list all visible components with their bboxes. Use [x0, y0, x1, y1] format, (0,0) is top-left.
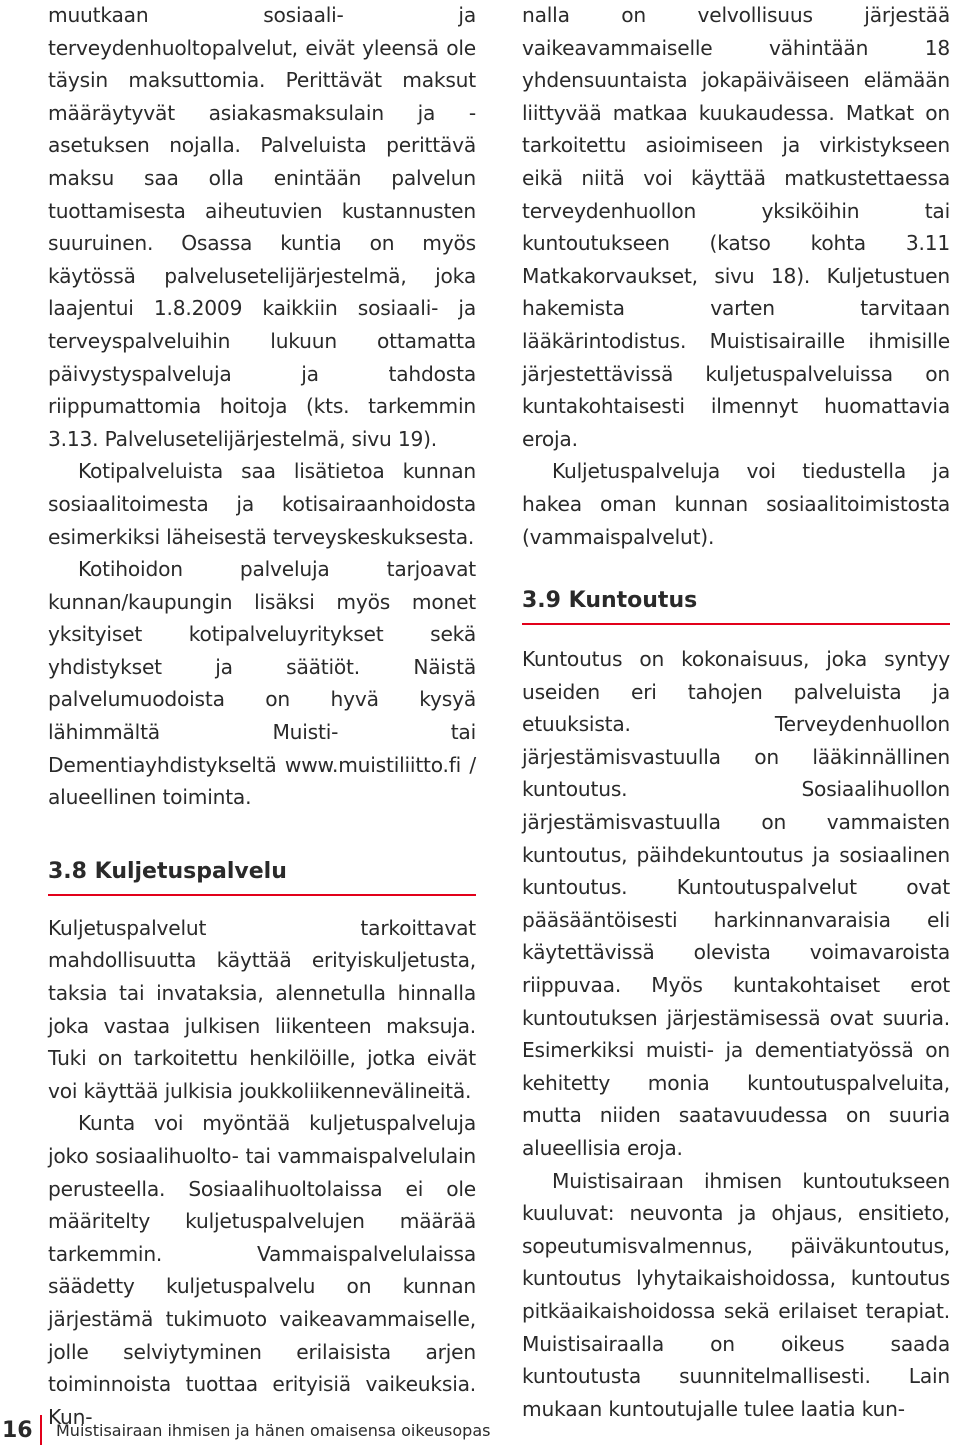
left-column	[48, 0, 476, 1433]
paragraph-home-services-info: Kotipalveluista saa lisätietoa kunnan sosiaalitoimesta ja kotisairaanhoidosta esimerkiksi läheisestä terveyskeskuksesta.	[48, 459, 476, 549]
paragraph-transport-obligation: nalla on velvollisuus järjestää vaikeavammaiselle vähintään 18 yhdensuuntaista jokapäiväiseen elämään liittyvää matkaa kuukaudessa. Matkat on tarkoitettu asioimiseen ja virkistykseen eikä niitä voi käyttää matkustettaessa terveydenhuollon yksiköihin tai kuntoutukseen (katso kohta 3.11 Matkakorvaukset, sivu 18). Kuljetustuen hakemista varten tarvitaan lääkärintodistus. Muistisairaille ihmisille järjestettävissä kuljetuspalveluissa on kuntakohtaisesti ilmennyt huomattavia eroja.	[522, 3, 950, 451]
section-heading-3-8	[48, 858, 476, 886]
paragraph-transport-law: Kunta voi myöntää kuljetuspalveluja joko sosiaalihuolto- tai vammaispalvelulain perusteella. Sosiaalihuoltolaissa ei ole määritelty kuljetuspalvelujen määrää tarkemmin. Vammaispalvelulaissa säädetty kuljetuspalvelu on kunnan järjestämä tukimuoto vaikeavammaiselle, jolle selviytyminen erilaisista arjen toiminnoista tuottaa erityisiä vaikeuksia. Kun-	[48, 1111, 476, 1429]
section-number: 3.9	[522, 588, 561, 614]
paragraph-rehabilitation-overview: Kuntoutus on kokonaisuus, joka syntyy useiden eri tahojen palveluista ja etuuksista. Terveydenhuollon järjestämisvastuulla on lääkinnällinen kuntoutus. Sosiaalihuollon järjestämisvastuulla on vammaisten kuntoutus, päihdekuntoutus ja sosiaalinen kuntoutus. Kuntoutuspalvelut ovat pääsääntöisesti harkinnanvaraisia eli käytettävissä olevista voimavaroista riippuvaa. Myös kuntakohtaiset erot kuntoutuksen järjestämisessä ovat suuria. Esimerkiksi muisti- ja dementiatyössä on kehitetty monia kuntoutuspalveluita, mutta niiden saatavuudessa on suuria alueellisia eroja.	[522, 647, 950, 1160]
section-title: Kuljetuspalvelu	[94, 858, 287, 884]
section-number: 3.8	[48, 858, 87, 884]
paragraph-home-care-providers: Kotihoidon palveluja tarjoavat kunnan/kaupungin lisäksi myös monet yksityiset kotipalveluyritykset sekä yhdistykset ja säätiöt. Näistä palvelumuodoista on hyvä kysyä lähimmältä Muisti- tai Dementiayhdistykseltä www.muistiliitto.fi / alueellinen toiminta.	[48, 557, 476, 810]
publication-title: Muistisairaan ihmisen ja hänen omaisensa oikeusopas	[56, 1420, 491, 1440]
paragraph-transport-definition: Kuljetuspalvelut tarkoittavat mahdollisuutta käyttää erityiskuljetusta, taksia tai invataksia, alennetulla hinnalla joka vastaa julkisen liikenteen maksuja. Tuki on tarkoitettu henkilöille, jotka eivät voi käyttää julkisia joukkoliikennevälineitä.	[48, 915, 476, 1103]
paragraph-transport-inquiry: Kuljetuspalveluja voi tiedustella ja hakea oman kunnan sosiaalitoimistosta (vammaispalvelut).	[522, 459, 950, 549]
section-heading-3-9	[522, 587, 950, 615]
page-footer	[0, 1412, 490, 1448]
footer-divider	[40, 1415, 42, 1445]
right-column	[522, 0, 950, 1425]
section-title: Kuntoutus	[568, 588, 698, 614]
paragraph-rehabilitation-contents: Muistisairaan ihmisen kuntoutukseen kuuluvat: neuvonta ja ohjaus, ensitieto, sopeutumisvalmennus, päiväkuntoutus, kuntoutus lyhytaikaishoidossa, kuntoutus pitkäaikaishoidossa sekä erilaiset terapiat. Muistisairaalla on oikeus saada kuntoutusta suunnitelmallisesti. Lain mukaan kuntoutujalle tulee laatia kun-	[522, 1168, 950, 1421]
paragraph-service-fees: muutkaan sosiaali- ja terveydenhuoltopalvelut, eivät yleensä ole täysin maksuttomia. Perittävät maksut määräytyvät asiakasmaksulain ja -asetuksen nojalla. Palveluista perittävä maksu saa olla enintään palvelun tuottamisesta aiheutuvien kustannusten suuruinen. Osassa kuntia on myös käytössä palvelusetelijärjestelmä, joka laajentui 1.8.2009 kaikkiin sosiaali- ja terveyspalveluihin lukuun ottamatta päivystyspalveluja ja tahdosta riippumattomia hoitoja (kts. tarkemmin 3.13. Palvelusetelijärjestelmä, sivu 19).	[48, 3, 476, 451]
page-number: 16	[2, 1417, 33, 1443]
